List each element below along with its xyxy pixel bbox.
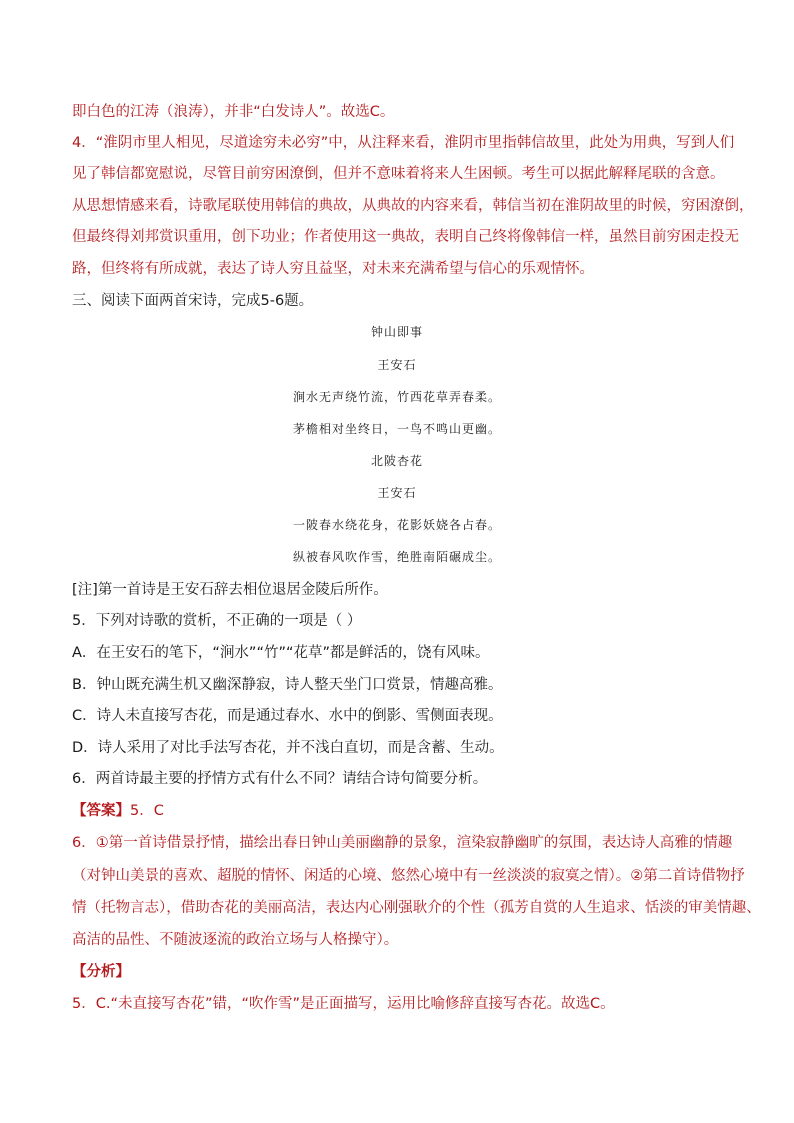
section-heading: 三、阅读下面两首宋诗，完成5-6题。 bbox=[72, 293, 314, 309]
q4-analysis-line: 路，但终将有所成就，表达了诗人穷且益坚，对未来充满希望与信心的乐观情怀。 bbox=[72, 261, 594, 277]
poem1-title: 钟山即事 bbox=[370, 325, 423, 339]
q4-analysis-line: 但最终得刘邦赏识重用，创下功业；作者使用这一典故，表明自己终将像韩信一样，虽然目前穷困走投无 bbox=[72, 229, 739, 245]
q6-answer-line: 高洁的品性、不随波逐流的政治立场与人格操守）。 bbox=[72, 932, 399, 948]
q5-analysis: 5．C.“未直接写杏花”错，“吹作雪”是正面描写，运用比喻修辞直接写杏花。故选C。 bbox=[72, 996, 615, 1012]
analysis-header bbox=[72, 962, 130, 982]
q4-analysis-line: 4．“淮阴市里人相见，尽道途穷未必穷”中，从注释来看，淮阴市里指韩信故里，此处为用典，写到人们 bbox=[72, 135, 735, 151]
q6-answer-line: 6．①第一首诗借景抒情，描绘出春日钟山美丽幽静的景象，渲染寂静幽旷的氛围，表达诗人高雅的情趣 bbox=[72, 835, 733, 851]
option-b: B．钟山既充满生机又幽深静寂，诗人整天坐门口赏景，情趣高雅。 bbox=[72, 677, 503, 693]
poem2-line: 纵被春风吹作雪，绝胜南陌碾成尘。 bbox=[292, 550, 501, 564]
poem1-line: 茅檐相对坐终日，一鸟不鸣山更幽。 bbox=[292, 422, 501, 436]
option-d: D．诗人采用了对比手法写杏花，并不浅白直切，而是含蓄、生动。 bbox=[72, 740, 504, 756]
analysis-tag: 【分析】 bbox=[72, 964, 130, 980]
q6-answer-line: （对钟山美景的喜欢、超脱的情怀、闲适的心境、悠然心境中有一丝淡淡的寂寞之情）。②第二首诗借物抒 bbox=[72, 868, 745, 884]
poem2-line: 一陂春水绕花身，花影妖娆各占春。 bbox=[292, 518, 501, 532]
poem2-author: 王安石 bbox=[377, 486, 417, 500]
poem2-title: 北陂杏花 bbox=[370, 454, 423, 468]
q4-analysis-line: 从思想情感来看，诗歌尾联使用韩信的典故，从典故的内容来看，韩信当初在淮阴故里的时候，穷困潦倒， bbox=[72, 198, 754, 214]
option-c: C．诗人未直接写杏花，而是通过春水、水中的倒影、雪侧面表现。 bbox=[72, 708, 503, 724]
q5-answer: 5．C bbox=[130, 803, 164, 819]
answer-text-line: 即白色的江涛（浪涛），并非“白发诗人”。故选C。 bbox=[72, 104, 395, 120]
poem1-author: 王安石 bbox=[377, 358, 417, 372]
answer-header bbox=[72, 801, 164, 821]
question-5: 5．下列对诗歌的赏析，不正确的一项是（ ） bbox=[72, 613, 362, 629]
option-a: A．在王安石的笔下，“涧水”“竹”“花草”都是鲜活的，饶有风味。 bbox=[72, 645, 490, 661]
answer-tag: 【答案】 bbox=[72, 803, 130, 819]
poem-note: [注]第一首诗是王安石辞去相位退居金陵后所作。 bbox=[72, 582, 388, 598]
q4-analysis-line: 见了韩信都宽慰说，尽管目前穷困潦倒，但并不意味着将来人生困顿。考生可以据此解释尾联的含意。 bbox=[72, 166, 725, 182]
poem1-line: 涧水无声绕竹流，竹西花草弄春柔。 bbox=[292, 390, 501, 404]
q6-answer-line: 情（托物言志），借助杏花的美丽高洁，表达内心刚强耿介的个性（孤芳自赏的人生追求、恬淡的审美情趣、 bbox=[72, 900, 761, 916]
question-6: 6．两首诗最主要的抒情方式有什么不同？请结合诗句简要分析。 bbox=[72, 771, 488, 787]
